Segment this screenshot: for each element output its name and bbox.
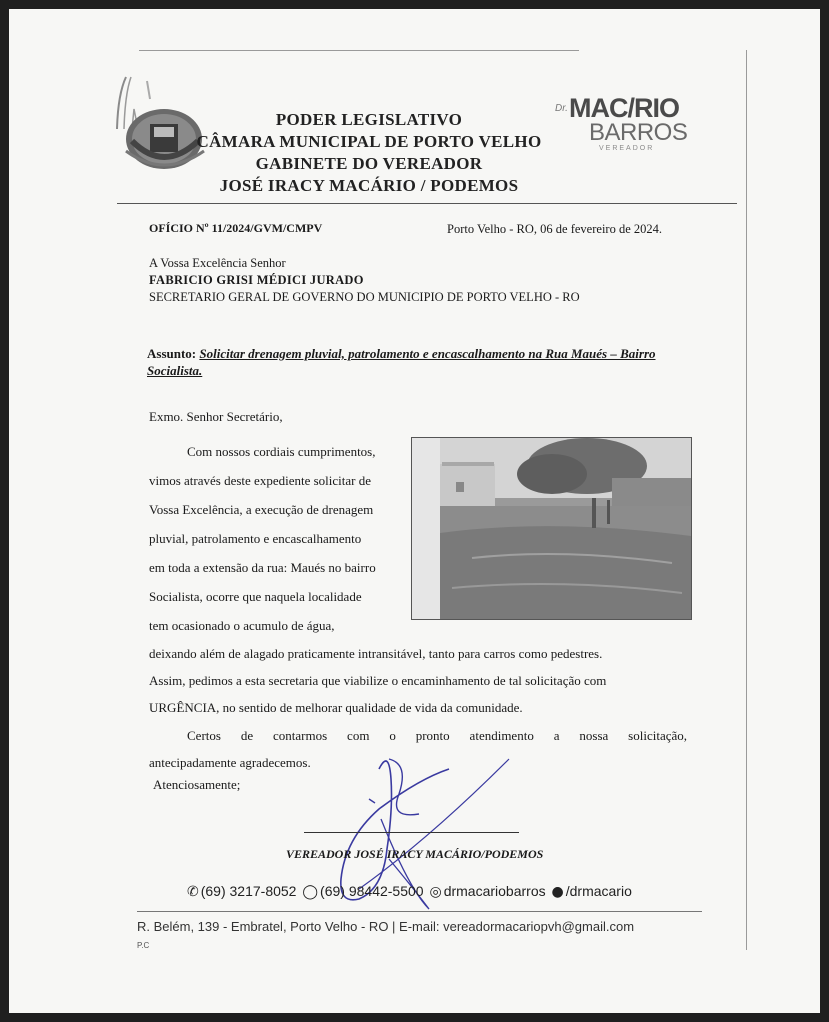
addressee-line: A Vossa Excelência Senhor [149, 256, 286, 270]
header-divider [117, 203, 737, 204]
brand-logo [547, 93, 687, 163]
footer-divider [137, 911, 702, 912]
instagram-icon: ◎ [429, 884, 442, 900]
subject-text: Solicitar drenagem pluvial, patrolamento e encascalhamento na Rua Maués – Bairro Socialista. [147, 346, 656, 378]
addressee-name: FABRICIO GRISI MÉDICI JURADO [149, 273, 364, 287]
brand-prefix: Dr. [555, 103, 568, 114]
text-line: pluvial, patrolamento e encascalhamento [149, 531, 362, 546]
letterhead [189, 109, 549, 197]
flooded-street-photo [411, 437, 692, 620]
header-line-2: CÂMARA MUNICIPAL DE PORTO VELHO [196, 132, 542, 151]
whatsapp-icon: ◯ [302, 884, 319, 900]
header-line-1: PODER LEGISLATIVO [275, 110, 463, 129]
facebook-icon: ● [551, 884, 564, 900]
addressee-role: SECRETARIO GERAL DE GOVERNO DO MUNICIPIO DE PORTO VELHO - RO [149, 290, 580, 304]
brand-top: MAC/RIO [569, 93, 679, 123]
brand-bottom: BARROS [589, 119, 688, 146]
header-line-3: GABINETE DO VEREADOR [255, 154, 483, 173]
facebook-handle: /drmacario [565, 883, 632, 899]
text-line: URGÊNCIA, no sentido de melhorar qualidade de vida da comunidade. [149, 700, 523, 715]
scan-edge-top [139, 50, 579, 51]
text-line: antecipadamente agradecemos. [149, 755, 311, 770]
signature-line [304, 832, 519, 833]
letter-page [9, 9, 820, 1013]
brand-sub: VEREADOR [599, 145, 655, 152]
text-line: tem ocasionado o acumulo de água, [149, 618, 335, 633]
text-line: Vossa Excelência, a execução de drenagem [149, 502, 374, 517]
header-line-4: JOSÉ IRACY MACÁRIO / PODEMOS [219, 176, 519, 195]
place-date: Porto Velho - RO, 06 de fevereiro de 2024. [447, 222, 663, 236]
subject-label: Assunto: [147, 346, 197, 361]
paragraph-1-continued [149, 640, 687, 721]
footer-initials: P.C [137, 941, 150, 950]
reference-number: OFÍCIO Nº 11/2024/GVM/CMPV [149, 221, 323, 235]
closing: Atenciosamente; [153, 777, 241, 792]
text-line: deixando além de alagado praticamente intransitável, tanto para carros como pedestres. [149, 646, 603, 661]
text-line: Socialista, ocorre que naquela localidade [149, 589, 362, 604]
phone-icon: ✆ [187, 884, 199, 900]
signatory-name: VEREADOR JOSÉ IRACY MACÁRIO/PODEMOS [286, 847, 544, 861]
text-line: vimos através deste expediente solicitar de [149, 473, 372, 488]
subject [147, 345, 687, 379]
text-line: Certos de contarmos com o pronto atendimento a nossa solicitação, [187, 728, 687, 743]
instagram-handle: drmacariobarros [443, 883, 546, 899]
text-line: Com nossos cordiais cumprimentos, [187, 444, 376, 459]
paragraph-1-wrapped [149, 437, 403, 640]
text-line: em toda a extensão da rua: Maués no bairro [149, 560, 376, 575]
whatsapp-number: (69) 98442-5500 [320, 883, 424, 899]
text-line: Assim, pedimos a esta secretaria que viabilize o encaminhamento de tal solicitação com [149, 673, 607, 688]
scan-edge-right [746, 50, 747, 950]
footer-address: R. Belém, 139 - Embratel, Porto Velho - RO | E-mail: vereadormacariopvh@gmail.com [137, 919, 635, 934]
phone-number: (69) 3217-8052 [200, 883, 297, 899]
contact-bar [187, 883, 634, 900]
salutation: Exmo. Senhor Secretário, [149, 409, 283, 424]
